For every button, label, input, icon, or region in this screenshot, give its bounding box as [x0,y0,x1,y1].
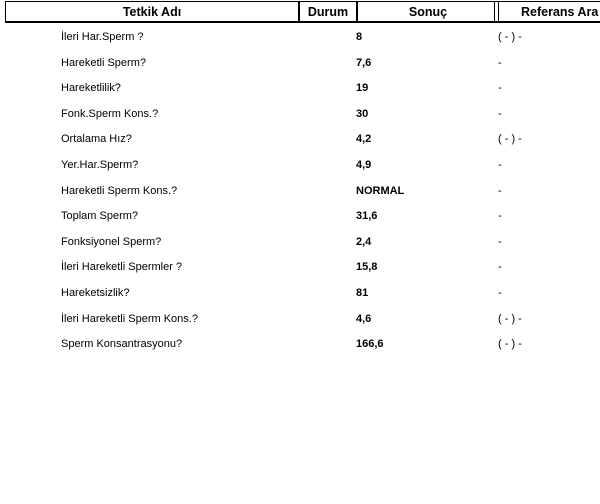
table-row [0,309,600,329]
table-row [0,232,600,252]
test-result: 4,6 [356,312,372,325]
test-name: Hareketsizlik? [61,287,130,299]
table-row [0,334,600,354]
reference-range: ( - ) - [498,31,522,43]
test-result: 166,6 [356,338,384,351]
header-status: Durum [299,1,357,23]
test-name: Hareketli Sperm Kons.? [61,184,178,197]
table-row [0,27,600,47]
test-name: İleri Har.Sperm ? [61,31,144,43]
test-name: Toplam Sperm? [61,210,139,223]
table-row [0,181,600,201]
reference-range: - [498,210,502,223]
reference-range: - [498,261,502,274]
table-row [0,283,600,303]
table-row [0,53,600,73]
test-result: 2,4 [356,235,372,248]
table-row [0,78,600,98]
test-name: Hareketlilik? [61,82,121,95]
test-result: 7,6 [356,56,372,69]
reference-range: - [498,235,502,248]
test-name: Fonk.Sperm Kons.? [61,107,159,120]
reference-range: - [498,287,502,299]
test-name: Hareketli Sperm? [61,56,146,69]
test-result: NORMAL [356,184,405,197]
reference-range: ( - ) - [498,133,522,146]
test-result: 8 [356,31,363,43]
header-reference: Referans Ara [494,1,600,23]
table-row [0,155,600,175]
header-result: Sonuç [357,1,499,23]
reference-range: - [498,82,502,95]
test-name: Sperm Konsantrasyonu? [61,338,183,351]
reference-range: ( - ) - [498,338,522,351]
table-row [0,129,600,149]
test-name: Fonksiyonel Sperm? [61,235,162,248]
header-test-name: Tetkik Adı [5,1,299,23]
test-result: 19 [356,82,369,95]
test-result: 4,2 [356,133,372,146]
table-row [0,257,600,277]
reference-range: - [498,159,502,171]
test-result: 31,6 [356,210,378,223]
test-name: Ortalama Hız? [61,133,132,146]
test-name: Yer.Har.Sperm? [61,159,139,171]
reference-range: - [498,56,502,69]
reference-range: - [498,107,502,120]
test-result: 4,9 [356,159,372,171]
test-name: İleri Hareketli Sperm Kons.? [61,312,198,325]
reference-range: ( - ) - [498,312,522,325]
table-row [0,206,600,226]
reference-range: - [498,184,502,197]
test-result: 15,8 [356,261,378,274]
test-result: 30 [356,107,369,120]
table-header [5,1,600,25]
test-result: 81 [356,287,369,299]
test-name: İleri Hareketli Spermler ? [61,261,183,274]
table-row [0,104,600,124]
